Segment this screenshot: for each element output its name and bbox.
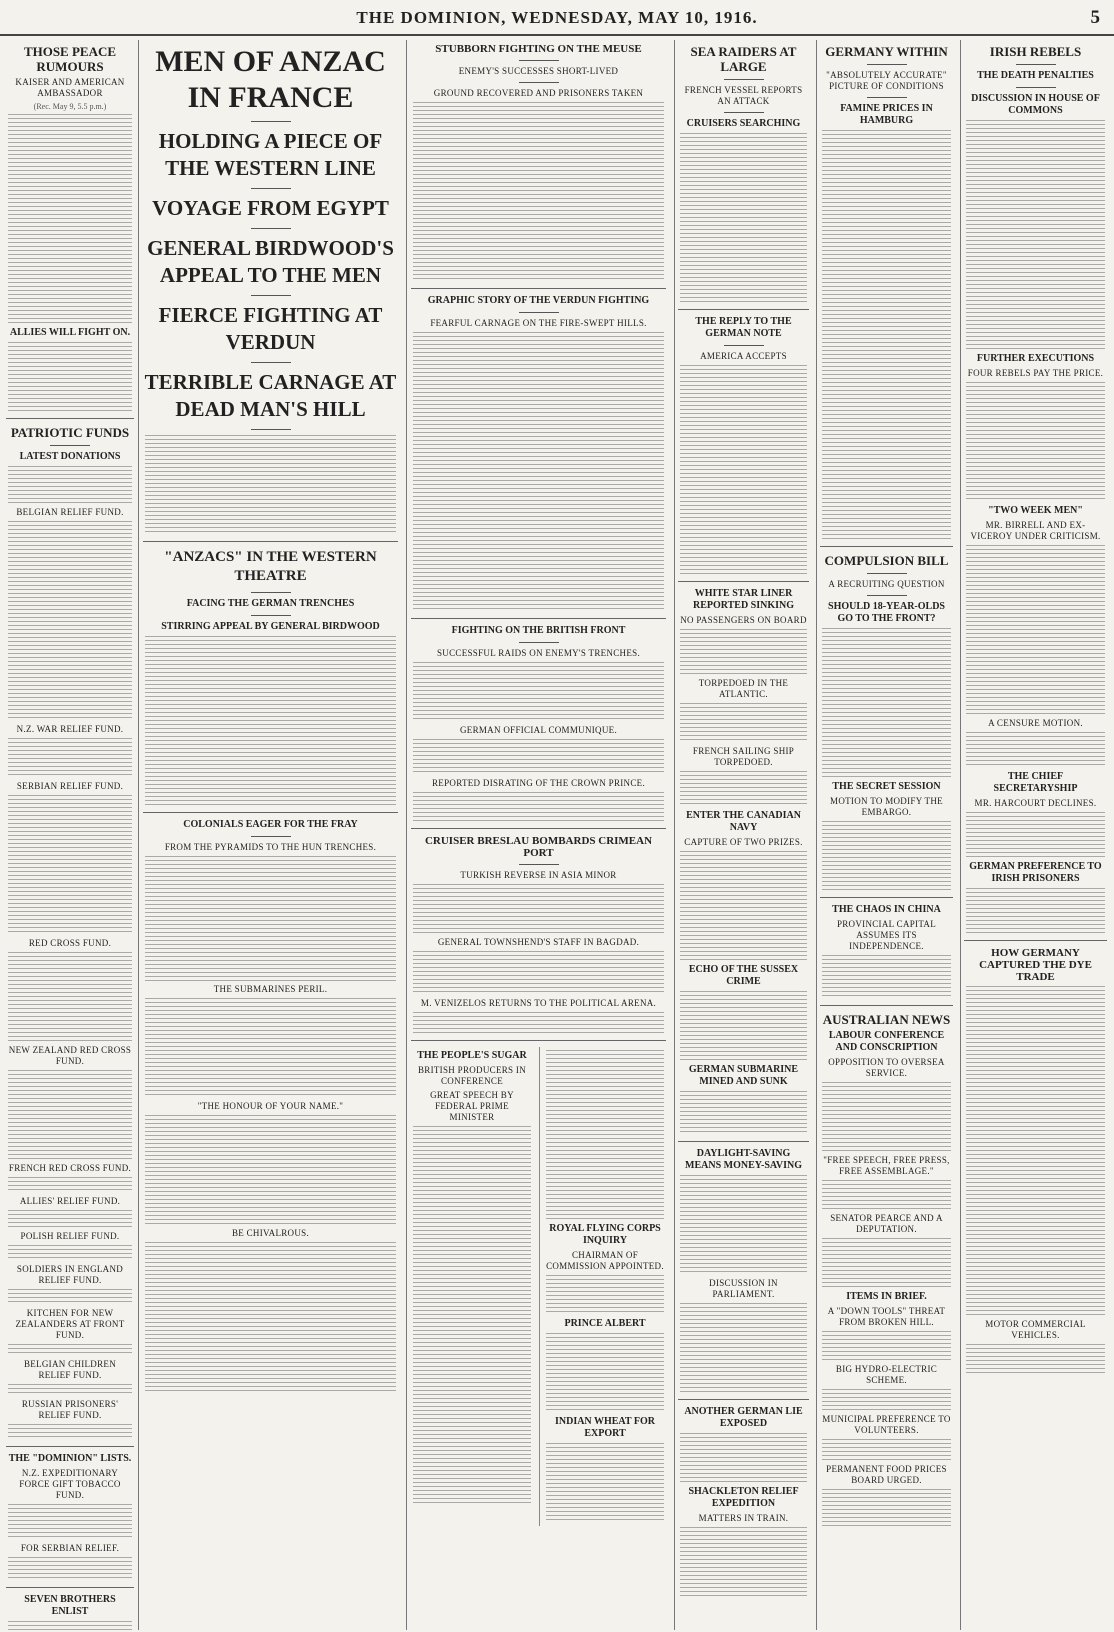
subheadline: LATEST DONATIONS [19, 451, 121, 462]
article-text [680, 1527, 807, 1597]
article-text [413, 102, 664, 282]
article-text [145, 636, 396, 806]
article-text [8, 1424, 132, 1440]
section-heading: BE CHIVALROUS. [231, 1228, 310, 1238]
article-text [8, 521, 132, 721]
headline: DAYLIGHT-SAVING MEANS MONEY-SAVING [685, 1148, 802, 1171]
article-text [413, 884, 664, 934]
article-text [145, 856, 396, 981]
subheadline: FACING THE GERMAN TRENCHES [186, 598, 355, 609]
subheadline: SUCCESSFUL RAIDS ON ENEMY'S TRENCHES. [436, 648, 640, 658]
subheadline: "ABSOLUTELY ACCURATE" PICTURE OF CONDITIONS [826, 70, 947, 91]
article-text [966, 986, 1105, 1316]
subheadline: MOTION TO MODIFY THE EMBARGO. [830, 796, 943, 817]
subheadline: AMERICA ACCEPTS [700, 351, 787, 361]
article-text [822, 821, 951, 891]
headline: FIGHTING ON THE BRITISH FRONT [451, 625, 626, 636]
section-heading: SERBIAN RELIEF FUND. [16, 781, 124, 791]
subheadline: GROUND RECOVERED AND PRISONERS TAKEN [433, 88, 644, 98]
article-text [413, 1012, 664, 1034]
section-heading: TORPEDOED IN THE ATLANTIC. [698, 678, 789, 699]
subheadline: BRITISH PRODUCERS IN CONFERENCE [417, 1065, 526, 1086]
article-text [413, 662, 664, 722]
headline: IRISH REBELS [989, 44, 1082, 59]
section-heading: ALLIES' RELIEF FUND. [19, 1196, 121, 1206]
headline: THE CHIEF SECRETARYSHIP [993, 771, 1078, 794]
article-text [145, 1115, 396, 1225]
headline: PRINCE ALBERT [564, 1318, 646, 1329]
section-heading: GERMAN OFFICIAL COMMUNIQUE. [459, 725, 618, 735]
article-text [8, 1245, 132, 1261]
section-heading: RED CROSS FUND. [28, 938, 112, 948]
article-text [822, 1439, 951, 1461]
dateline: (Rec. May 9, 5.5 p.m.) [33, 102, 107, 111]
article-text [145, 435, 396, 535]
headline: GERMAN PREFERENCE TO IRISH PRISONERS [969, 861, 1102, 884]
section-heading: DISCUSSION IN PARLIAMENT. [709, 1278, 778, 1299]
subheadline: FEARFUL CARNAGE ON THE FIRE-SWEPT HILLS. [430, 318, 647, 328]
section-heading: THE SUBMARINES PERIL. [213, 984, 328, 994]
headline: INDIAN WHEAT FOR EXPORT [554, 1416, 655, 1439]
article-text [546, 1050, 664, 1220]
article-text [966, 888, 1105, 934]
column-2 [138, 40, 402, 1630]
section-heading: BELGIAN CHILDREN RELIEF FUND. [23, 1359, 117, 1380]
article-text [680, 1433, 807, 1483]
article-text [8, 1504, 132, 1540]
section-heading: A "DOWN TOOLS" THREAT FROM BROKEN HILL. [827, 1306, 946, 1327]
subheadline: FRENCH VESSEL REPORTS AN ATTACK [684, 85, 803, 106]
article-text [413, 739, 664, 775]
subheadline: CAPTURE OF TWO PRIZES. [684, 837, 803, 847]
section-heading: KITCHEN FOR NEW ZEALANDERS AT FRONT FUND. [15, 1308, 125, 1340]
column-1 [6, 40, 134, 1630]
section-heading: BIG HYDRO-ELECTRIC SCHEME. [835, 1364, 938, 1385]
section-heading: BELGIAN RELIEF FUND. [16, 507, 124, 517]
article-text [822, 1389, 951, 1411]
section-heading: GENERAL TOWNSHEND'S STAFF IN BAGDAD. [437, 937, 640, 947]
headline: HOW GERMANY CAPTURED THE DYE TRADE [979, 947, 1092, 983]
article-text [8, 952, 132, 1042]
headline: HOLDING A PIECE OF THE WESTERN LINE [158, 129, 383, 180]
lead-headline: MEN OF ANZAC IN FRANCE [155, 45, 386, 114]
article-text [966, 545, 1105, 715]
column-4 [674, 40, 812, 1630]
section-heading: MOTOR COMMERCIAL VEHICLES. [985, 1319, 1086, 1340]
headline: GENERAL BIRDWOOD'S APPEAL TO THE MEN [147, 236, 394, 287]
article-text [822, 955, 951, 999]
subheadline: NO PASSENGERS ON BOARD [680, 615, 807, 625]
article-text [546, 1275, 664, 1315]
headline: "ANZACS" IN THE WESTERN THEATRE [164, 549, 377, 584]
section-heading: M. VENIZELOS RETURNS TO THE POLITICAL ARENA. [420, 998, 657, 1008]
headline: ECHO OF THE SUSSEX CRIME [688, 964, 799, 987]
headline: AUSTRALIAN NEWS [822, 1012, 951, 1027]
headline: SHACKLETON RELIEF EXPEDITION [688, 1486, 799, 1509]
headline: FIERCE FIGHTING AT VERDUN [158, 303, 383, 354]
article-text [413, 1126, 531, 1506]
article-text [413, 951, 664, 995]
subheadline: TURKISH REVERSE IN ASIA MINOR [460, 870, 617, 880]
subheadline: KAISER AND AMERICAN AMBASSADOR [15, 77, 125, 98]
section-heading: MUNICIPAL PREFERENCE TO VOLUNTEERS. [822, 1414, 951, 1435]
section-heading: FRENCH SAILING SHIP TORPEDOED. [692, 746, 795, 767]
column-5 [816, 40, 956, 1630]
headline: GRAPHIC STORY OF THE VERDUN FIGHTING [427, 295, 650, 306]
masthead [0, 0, 1114, 36]
subheadline: DISCUSSION IN HOUSE OF COMMONS [971, 93, 1100, 116]
headline: SEA RAIDERS AT LARGE [690, 44, 797, 74]
subheadline: MR. HARCOURT DECLINES. [974, 798, 1097, 808]
article-text [8, 1344, 132, 1356]
headline: STUBBORN FIGHTING ON THE MEUSE [435, 43, 642, 55]
article-text [413, 792, 664, 822]
section-heading: FOR SERBIAN RELIEF. [20, 1543, 120, 1553]
subheadline: MR. BIRRELL AND EX-VICEROY UNDER CRITICISM. [970, 520, 1101, 541]
headline: THOSE PEACE RUMOURS [23, 44, 117, 74]
article-text [8, 1210, 132, 1228]
subheadline: THE DEATH PENALTIES [977, 70, 1094, 81]
headline: COMPULSION BILL [824, 553, 949, 568]
article-text [680, 365, 807, 575]
column-3 [406, 40, 670, 1630]
headline: COLONIALS EAGER FOR THE FRAY [183, 819, 358, 830]
article-text [8, 1289, 132, 1305]
headline: ITEMS IN BRIEF. [846, 1291, 927, 1302]
article-text [966, 812, 1105, 858]
headline: THE "DOMINION" LISTS. [8, 1453, 132, 1464]
subheadline: PROVINCIAL CAPITAL ASSUMES ITS INDEPENDENCE. [836, 919, 937, 951]
article-text [8, 1070, 132, 1160]
subheadline: MATTERS IN TRAIN. [698, 1513, 789, 1523]
headline: THE CHAOS IN CHINA [832, 904, 941, 915]
headline: SEVEN BROTHERS ENLIST [24, 1594, 116, 1617]
article-text [8, 1177, 132, 1193]
subheadline: FROM THE PYRAMIDS TO THE HUN TRENCHES. [164, 842, 377, 852]
section-heading: "FREE SPEECH, FREE PRESS, FREE ASSEMBLAGE." [823, 1155, 950, 1176]
headline: THE REPLY TO THE GERMAN NOTE [695, 316, 792, 339]
article-text [680, 851, 807, 961]
article-text [145, 1242, 396, 1392]
headline: TERRIBLE CARNAGE AT DEAD MAN'S HILL [144, 370, 397, 421]
headline: ENTER THE CANADIAN NAVY [686, 810, 801, 833]
section-heading: NEW ZEALAND RED CROSS FUND. [8, 1045, 132, 1066]
article-text [8, 1557, 132, 1581]
article-text [8, 466, 132, 504]
column-6 [960, 40, 1110, 1630]
headline: ROYAL FLYING CORPS INQUIRY [549, 1223, 661, 1246]
headline: "TWO WEEK MEN" [988, 505, 1083, 516]
article-text [680, 1303, 807, 1393]
article-text [8, 738, 132, 778]
article-text [966, 120, 1105, 350]
subheadline: FAMINE PRICES IN HAMBURG [840, 103, 933, 126]
article-text [822, 1082, 951, 1152]
headline: ANOTHER GERMAN LIE EXPOSED [684, 1406, 803, 1429]
section-heading: POLISH RELIEF FUND. [20, 1231, 120, 1241]
headline: CRUISER BRESLAU BOMBARDS CRIMEAN PORT [424, 835, 653, 859]
section-heading: N.Z. WAR RELIEF FUND. [16, 724, 124, 734]
page-number: 5 [1090, 7, 1100, 28]
subheadline: LABOUR CONFERENCE AND CONSCRIPTION [828, 1030, 945, 1053]
headline: FURTHER EXECUTIONS [976, 353, 1095, 364]
headline: VOYAGE FROM EGYPT [152, 196, 389, 220]
subheadline: ENEMY'S SUCCESSES SHORT-LIVED [458, 66, 619, 76]
headline: GERMAN SUBMARINE MINED AND SUNK [688, 1064, 799, 1087]
section-heading: SENATOR PEARCE AND A DEPUTATION. [830, 1213, 943, 1234]
article-text [8, 1384, 132, 1396]
headline: WHITE STAR LINER REPORTED SINKING [692, 588, 795, 611]
article-text [680, 629, 807, 675]
article-text [546, 1443, 664, 1523]
subheadline: SHOULD 18-YEAR-OLDS GO TO THE FRONT? [828, 601, 945, 624]
section-heading: REPORTED DISRATING OF THE CROWN PRINCE. [431, 778, 645, 788]
headline: GERMANY WITHIN [825, 44, 948, 59]
subheadline: A RECRUITING QUESTION [828, 579, 945, 589]
article-text [546, 1333, 664, 1413]
subheadline: OPPOSITION TO OVERSEA SERVICE. [828, 1057, 945, 1078]
section-heading: RUSSIAN PRISONERS' RELIEF FUND. [21, 1399, 119, 1420]
article-text [822, 1238, 951, 1288]
article-text [680, 991, 807, 1061]
headline: THE PEOPLE'S SUGAR [417, 1050, 527, 1061]
section-heading: FRENCH RED CROSS FUND. [8, 1163, 132, 1173]
headline: ALLIES WILL FIGHT ON. [9, 327, 131, 338]
headline: THE SECRET SESSION [832, 781, 941, 792]
newspaper-title: THE DOMINION, WEDNESDAY, MAY 10, 1916. [356, 8, 758, 27]
article-text [680, 1175, 807, 1275]
article-text [145, 998, 396, 1098]
subheadline: CHAIRMAN OF COMMISSION APPOINTED. [546, 1250, 664, 1271]
article-text [8, 342, 132, 412]
article-text [822, 130, 951, 540]
article-text [822, 1331, 951, 1361]
article-text [680, 771, 807, 807]
article-text [413, 332, 664, 612]
section-heading: "THE HONOUR OF YOUR NAME." [197, 1101, 344, 1111]
section-heading: PERMANENT FOOD PRICES BOARD URGED. [826, 1464, 947, 1485]
article-text [822, 1180, 951, 1210]
article-text [680, 133, 807, 303]
section-heading: N.Z. EXPEDITIONARY FORCE GIFT TOBACCO FUND. [19, 1468, 121, 1500]
headline: PATRIOTIC FUNDS [10, 425, 130, 440]
subheadline: FOUR REBELS PAY THE PRICE. [967, 368, 1104, 378]
article-text [966, 382, 1105, 502]
article-text [822, 1489, 951, 1529]
article-text [8, 114, 132, 324]
subheadline: GREAT SPEECH BY FEDERAL PRIME MINISTER [430, 1090, 514, 1122]
section-heading: SOLDIERS IN ENGLAND RELIEF FUND. [16, 1264, 124, 1285]
article-text [966, 732, 1105, 768]
article-text [8, 795, 132, 935]
article-text [680, 703, 807, 743]
article-text [8, 1621, 132, 1630]
article-text [966, 1344, 1105, 1374]
section-heading: A CENSURE MOTION. [988, 718, 1083, 728]
subheadline: STIRRING APPEAL BY GENERAL BIRDWOOD [161, 621, 380, 632]
article-text [822, 628, 951, 778]
subheadline: CRUISERS SEARCHING [686, 118, 801, 129]
article-text [680, 1091, 807, 1135]
